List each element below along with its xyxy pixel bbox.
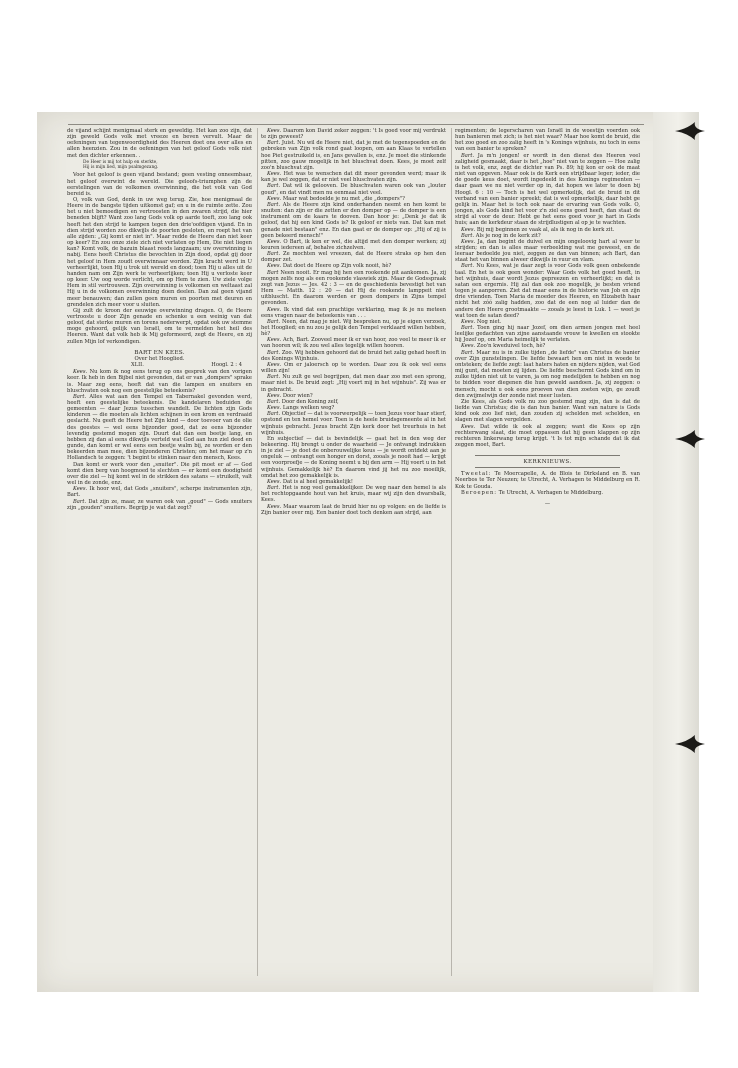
- dialogue-text: regimenten; de legerscharen van Israël in de woestijn voerden ook hun banieren met zich; is het niet waar? Maar hoe komt de bruid, die het zoo goed en zoo zalig heeft in 's Konings wijnhuis, nu toch in eens van een banier te spreken?: [455, 128, 640, 153]
- dialogue-text: Het was te wenschen dat dit meer gevonden werd; maar ik kan je wel zeggen, dat er niet veel bluschvaten zijn.: [261, 171, 446, 184]
- speaker: Bart.: [267, 251, 281, 258]
- news-label: Beroepen:: [461, 489, 498, 496]
- dialogue-line: [455, 239, 640, 264]
- dialogue-text: Ik hoor wel, dat Gods „snuiters", scherpe instrumenten zijn, Bart.: [67, 486, 252, 499]
- dialogue-text: Ja, dan begint de duivel en mijn ongeloovig hart al weer te strijden; en dan is alles maar verbeelding wat me geweest, en de leeraar bedoelde jou niet, zeggen ze dan van binnen; ach Bart, dan staat het van binnen alweer dikwijls in vuur en vlam.: [455, 238, 640, 264]
- dialogue-line: [455, 128, 640, 153]
- dialogue-line: [261, 374, 446, 392]
- dialogue-text: Nog niet.: [476, 318, 502, 325]
- speaker: Kees.: [267, 238, 282, 245]
- dialogue-text: Alles wat aan den Tempel en Tabernakel gevonden werd, heeft een geestelijke beteekenis. De kandelaren beduiden de gemeenten — daar Jezus tusschen wandelt. De lichten zijn Gods kinderen — die moeten als lichten schijnen in een krom en verdraaid geslacht. Nu geeft de Heere het Zijn kind — door toevoer van de olie des geestes — wel eens bijzonder goed, dat ze eens bijzonder levendig gestemd mogen zijn. Duurt dat dan een beetje lang, en hebben zij dan al eens dikwijls verteld wat God aan hun ziel deed en gunde, dan komt er wel eens een beetje walm bij, ze worden er den bekeerden man mee, dien bijzonderen Christen; om het maar op z'n Hollandsch te zeggen: 't begint te stinken naar den mensch, Kees.: [67, 393, 252, 462]
- dialogue-line: [261, 140, 446, 171]
- dialogue-line: [67, 462, 252, 487]
- dialogue-line: [261, 128, 446, 140]
- dialogue-text: Het is nog veel gemakkelijker. De weg naar den hemel is als het rechtopgaande hout van het kruis, maar wij zijn den dwarsbalk, Kees.: [261, 485, 446, 504]
- dialogue-text: Daarom kon David zeker zeggen: 't Is goed voor mij verdrukt te zijn geweest?: [261, 128, 446, 141]
- news-text: Te Moercapelle, A. de Blois te Dirksland en B. van Neerbos te Ter Neuzen; te Utrecht, A. Verhagen te Middelburg en R. Kok te Gouda.: [455, 471, 640, 490]
- speaker: Kees.: [461, 423, 476, 430]
- column-divider: [451, 128, 452, 976]
- dialogue-line: [261, 202, 446, 239]
- dialogue-line: [261, 504, 446, 516]
- dialogue-line: [261, 319, 446, 337]
- binding-clip-icon: [675, 735, 705, 753]
- speaker: Kees.: [267, 128, 282, 134]
- dialogue-text: Nu Kees, wat je daar zegt is voor Gods volk geen onbekende taal. En het is ook geen wonder: Waar Gods volk het goed heeft, in het wijnhuis, daar wordt Jezus gepreezen en verheerlijkt; en dat is satan een ergernis. Hij zal dan ook zoo mogelijk, je besten vriend tegen je aanporren. Ziet dat maar eens in de historie van Job en zijn drie vrienden. Toen Maria de moeder des Heeren, en Elizabeth haar nicht het zóó zalig hadden, zoo dat de een nog al luider dan de andere den Heere grootmaakte — zooals je leest in Luk. 1 — weet je wat toen de satan deed?: [455, 263, 640, 319]
- header-rule: [68, 124, 644, 125]
- speaker: Bart.: [267, 140, 281, 147]
- speaker: Bart.: [461, 349, 475, 356]
- dialogue-line: [67, 499, 252, 511]
- dialogue-text: Objectief — dat is voorwerpelijk — toen Jezus voor haar stierf, opstond en ten hemel voer. Toen is de heele bruidsgemeente al in het wijnhuis gebracht. Jezus bracht Zijn kerk door het treurhuis in het wijnhuis.: [261, 411, 446, 436]
- dialogue-text: Dan komt er werk voor den „snuiter". Die pit moet er af — God komt dien berg van hoogmoed te slechten — er komt een doodigheid over die ziel — hij komt wel in de strikken des satans — struikelt, valt wel in de zonde, enz.: [67, 461, 252, 487]
- paragraph: Voor het geloof is geen vijand bestand; geen vesting onneembaar, het geloof overwint de wereld. Die geloofs-triumphen zijn de eerstelingen van de volkomen overwinning, die het volk van God bereid is.: [67, 172, 252, 197]
- dialogue-text: Maar nu is in zulke tijden „de liefde" van Christus de banier over Zijn gunstelingen. De liefde bewaart hen om niet in woede te ontsteken; de liefde zegt: laat haters haten en nijders nijden, wat God mij gunt, dat moeten zij lijden. De liefde beschermt Gods kind om in zulke tijden niet uit te varen, ja om nog medelijden te hebben en nog te bidden voor diegenen die hun geweld aandoen. Ja, zij zeggen: o mensch, mocht u ook eens proeven van dien zoeten wijn, ge zoudt den zwijmelwijn der zonde niet meer lusten.: [455, 349, 640, 399]
- dialogue-text: Ach, Bart. Zooveel meer ik er van hoor, zoo veel te meer ik er van hooren wil; ik zou wel alles tegelijk willen hooren.: [261, 337, 446, 350]
- dialogue-text: Neen nooit. Er mag bij hen een rookende pit aankomen. Ja, zij mogen zelfs nog als een rookende vlaswiek zijn. Maar de Godsspraak zegt van Jezus — Jes. 42 : 3 — en de geschiedenis bevestigt het van Hem — Matth. 12 : 20 — dat Hij de rookende lamppeit niet uitbluscht. En daarom werden er geen dompers in Zijns tempel gevonden.: [261, 269, 446, 307]
- speaker: Bart: [267, 269, 279, 276]
- dialogue-line: [261, 350, 446, 362]
- paragraph: de vijand schijnt menigmaal sterk en geweldig. Het kan zoo zijn, dat zijn geweld Gods volk met vreeze en beven vervult. Maar de oefeningen van tegenwoordigheid des Heeren doet ons over alles en allen heenzien. Zou in de oefeningen van het geloof Gods volk niet met den dichter erkennen. .: [67, 128, 252, 159]
- news-text: Te Utrecht, A. Verhagen te Middelburg.: [498, 489, 604, 496]
- dialogue-text: Door wien?: [282, 392, 313, 399]
- dialogue-text: Toen ging hij naar Jozef, om dien armen jongen met heel leelijke gedachten van zijne aanstaande vrouw te kwellen en stookte hij Jozef op, om Maria heimelijk te verlaten.: [455, 325, 640, 344]
- speaker: Bart.: [461, 325, 475, 331]
- news-heading: KERKNIEUWS.: [523, 459, 572, 466]
- dialogue-text: Als de Heere zijn kind onderhanden neemt en hen komt te snuiten: dan zijn er die zetten er den domper op — de domper is een instrument om de kaars te dooven. Dan hoor je: „Denk je dat ik geloof, dat hij een kind Gods is? Ik geloof er niets van. Dat kan met genade niet bestaan" enz. En dan gaat er de domper op: „Hij of zij is geen bekeerd mensch!": [261, 201, 446, 239]
- dialogue-line: [261, 411, 446, 436]
- section-subtitle: Over het Hooglied.: [134, 355, 185, 362]
- speaker: Bart.: [73, 393, 87, 400]
- speaker: Kees.: [267, 171, 282, 178]
- speaker: Bart.: [267, 349, 281, 356]
- paragraph: O, volk van God, denk in uw weg terug. Zie, hoe menigmaal de Heere in de bangste tijden uitkomst gaf; en u in de ruimte zette. Zou het u niet bemoedigen en vertroosten in den zwaren strijd, die hier beneden blijft? Want zoo lang Gods volk op aarde toeft, zoo lang ook heeft het den strijd te kampen tegen den drie'oofdigen vijand. En in dien strijd worden zoo dikwijls de poorten gesloten, en roept het van alle zijden: „Gij komt er niet in". Maar redde de Heere dan niet keer op keer? En zou onze ziele zich niet verlaten op Hem, Die niet liegen kan? Komt volk, de bazuin blaast reeds langzaam; uw overwinning is nabij. Eens heeft Christus die bevochten in Zijn dood, opdat gij door het geloof in Hem zoudt overwinnaar worden. Zijn kracht werd in U verheerlijkt, toen Hij u trok uit wereld en dood; toen Hij u alles uit de handen nam om Zijn werk te verheerlijken; toen Hij u verloste keer op keer. Uw oog worde verlicht, om op Hem te zien. Uw ziele volge Hem in stil vertrouwen. Zijn overwinning is volkomen en weltaast zal Hij u in de volkomen overwinning doen deelen. Dan zal geen vijand meer benauwen; dan zullen geen muren en poorten met deuren en grendelen zich meer voor u sluiten.: [67, 197, 252, 308]
- news-item: [455, 471, 640, 489]
- news-rule: [475, 455, 620, 456]
- speaker: Kees.: [267, 361, 282, 368]
- dialogue-line: [261, 362, 446, 374]
- dialogue-text: Ja m'n jongen! er wordt in den dienst des Heeren veel zaligheid gesmaakt, daar is het „hoe" niet van te zeggen — Hoe zalig is het volk, enz, zegt de dichter van Ps. 89; hij kon er ook de maat niet van opgeven. Maar ook is de Kerk een strijdbaar leger; ieder, die de goede keus doet, wordt ingedeeld in des Konings regimenten — daar gaan we nu niet verder op in, dat hopen we later te doen bij Hoogl. 6 : 10 — Toch is het wel opmerkelijk, dat de bruid in dit verband van een banier spreekt; dat is wel opmerkelijk, daar hebt ge gelijk in. Maar het is toch ook naar de ervaring van Gods volk. O, jongen, als Gods kind het voor z'n ziel eens goed heeft, dan staat de strijd al voor de deur. Hebt ge het eens goed voor je hart in Gods huis; aan de kerkdeur staan de strijdlustigen al op je te wachten.: [455, 152, 640, 227]
- dialogue-text: Om er jaloersch op te worden. Daar zou ik ook wel eens willen zijn!: [261, 361, 446, 375]
- binding-clips: [673, 120, 707, 920]
- dialogue-line: [67, 394, 252, 462]
- dialogue-line: [261, 239, 446, 251]
- dialogue-text: En subjectief — dat is bevindelijk — gaat het in den weg der bekeering. Hij brengt u onder de waarheid — Je ontvangt indrukken in je ziel — je doet de onberouwelijke keus — je wordt ontdekt aan je ongeluk — ontvangt een honger en dorst, zooals je nooit had — krijgt een voorproefje — de Koning neemt u bij den arm — Hij voert u in het wijnhuis. Gemakkelijk hè? En daarom vind jij het nu zoo moeilijk, omdat het zoo gemakkelijk is.: [261, 435, 446, 479]
- dialogue-text: Maar wat bedoelde je nu met „die „dompers"?: [282, 195, 405, 202]
- verse-line: De Heer is mij tot hulp en sterkte,: [83, 159, 158, 165]
- speaker: Kees.: [267, 306, 282, 313]
- speaker: Bart.: [267, 374, 281, 381]
- dialogue-text: Maar waarom laat de bruid hier nu op volgen: en de liefde is Zijn banier over mij. Een banier doet toch denken aan strijd, aan: [261, 503, 446, 516]
- dialogue-text: Nu kom ik nog eens terug op ons gesprek van den vorigen keer. Ik heb in den Bijbel niet gevonden, dat er van „dompers" sprake is. Maar zeg eens, heeft dat van die lampen en snuiters en bluschvaten ook nog een geestelijke beteekenis?: [67, 369, 252, 394]
- dialogue-text: O Bart, ik ken er wel, die altijd met den domper werken; zij keuren iedereen af, behalve zichzelven.: [261, 238, 446, 251]
- dialogue-text: Zoo. Wij hebben gehoord dat de bruid het zalig gehad heeft in des Konings Wijnhuis.: [261, 349, 446, 362]
- dialogue-line: [455, 399, 640, 424]
- dialogue-line: [261, 337, 446, 349]
- section-reference: [67, 362, 252, 368]
- verse-quote: [67, 160, 252, 171]
- dialogue-line: [455, 263, 640, 318]
- dialogue-line: [261, 485, 446, 503]
- closing-dash: —: [544, 500, 551, 507]
- speaker: Bart.: [73, 498, 87, 505]
- speaker: Kees.: [461, 343, 476, 350]
- speaker: Bart.: [461, 152, 475, 159]
- dialogue-text: Dat zijn ze, maar, ze waren ook van „goud" — Gods snuiters zijn „gouden" snuiters. Begrijp je wat dat zegt?: [67, 498, 252, 511]
- binding-clip-icon: [675, 122, 705, 140]
- speaker: Kees.: [267, 405, 282, 412]
- dialogue-text: Ik vind dat een prachtige verklaring, mag ik je nu meteen eens vragen naar de beteekenis van . . .: [261, 306, 446, 319]
- section-title: BART EN KEES.: [134, 349, 185, 356]
- dialogue-text: Dat wil ik gelooven. De bluschvaten waren ook van „louter goud", en dat vindt men nu eenmaal niet veel.: [261, 183, 446, 196]
- dialogue-line: [261, 183, 446, 195]
- speaker: Kees.: [461, 318, 476, 325]
- speaker: Bart.: [461, 232, 475, 239]
- dialogue-line: [261, 307, 446, 319]
- dialogue-text: Juist. Nu wil de Heere niet, dat je met de tegenspoeden en de gebreken van Zijn volk rond gaat loopen, om aan Klaas te vertellen hoe Piet gestruikeld is, en Jans gevallen is, enz. Je moet die stinkende pitten, zoo gauw mogelijk in het bluschvat doen. Kees, je moet zelf zoo'n bluschvat zijn.: [261, 140, 446, 171]
- dialogue-line: [261, 436, 446, 479]
- dialogue-text: Zie Kees, als Gods volk nu zoo gestemd mag zijn, dan is dat de liefde van Christus; die is dan hun banier. Want van nature is Gods kind ook zoo lief niet, dan zouden zij schelden met schelden, en slagen met slagen vergelden.: [455, 398, 640, 424]
- speaker: Kees.: [267, 503, 282, 510]
- dialogue-line: [261, 251, 446, 263]
- speaker: Bart.: [267, 183, 281, 190]
- dialogue-line: [261, 171, 446, 183]
- speaker: Bart.: [267, 318, 281, 325]
- dialogue-line: [455, 424, 640, 449]
- speaker: Kees.: [461, 238, 476, 245]
- speaker: Kees.: [267, 337, 282, 344]
- verse-line: Hij is mijn lied, mijn psalmgezang.: [83, 165, 159, 171]
- speaker: Bart.: [267, 485, 281, 492]
- column-3: [455, 128, 640, 976]
- speaker: Kees.: [267, 478, 282, 485]
- dialogue-line: [67, 486, 252, 498]
- speaker: Bart.: [461, 263, 475, 270]
- dialogue-text: Bij mij beginnen ze vaak al, als ik nog in de kerk zit.: [476, 226, 615, 233]
- speaker: Bart.: [267, 201, 281, 208]
- dialogue-text: Door den Koning zelf,: [281, 398, 339, 405]
- dialogue-text: Neen, dat mag je niet. Wij bespreken nu, op je eigen verzoek, het Hooglied; en nu zou je gelijk den Tempel verklaard willen hebben, hè?: [261, 318, 446, 338]
- dialogue-text: Zoo'n kweduivel toch, hè?: [476, 343, 546, 350]
- speaker: Bart.: [267, 411, 281, 418]
- column-2: [261, 128, 446, 976]
- dialogue-text: Nu zult ge wel begrijpen, dat men daar zoo met een sprong, maar niet is. De bruid zegt: „Hij voert mij in het wijnhuis". Zij was er in gebracht.: [261, 374, 446, 393]
- dialogue-line: [261, 270, 446, 307]
- speaker: Bart.: [267, 398, 281, 405]
- dialogue-line: [455, 325, 640, 343]
- news-item: [455, 490, 640, 496]
- dialogue-line: [455, 153, 640, 227]
- speaker: Kees.: [267, 392, 282, 399]
- speaker: Kees.: [267, 195, 282, 202]
- speaker: Kees.: [73, 369, 88, 376]
- speaker: Kees.: [267, 263, 282, 270]
- scripture-reference: Hoogl. 2 : 4: [211, 362, 242, 369]
- dialogue-text: Dat doet de Heere op Zijn volk nooit, hè?: [282, 263, 392, 270]
- speaker: Kees.: [73, 486, 88, 493]
- dialogue-text: Als je nog in de kerk zit?: [475, 232, 541, 239]
- dialogue-text: Ze mochten wel vreezen, dat de Heere straks op hen den domper zet.: [261, 251, 446, 264]
- dialogue-line: [455, 350, 640, 399]
- news-label: Tweetal:: [461, 471, 492, 478]
- news-rule: [475, 467, 620, 468]
- binding-clip-icon: [675, 430, 705, 448]
- paragraph: Gij zult de kroon der eeuwige overwinning dragen. O, de Heere vertrooste u door Zijn genade en schenke u een weinig van dat geloof, dat sterke muren en torens nederwerpt, opdat ook uw stemme moge gehoord, gelijk van Israël, om te vermelden het heil des Heeren. Want dat volk heb ik Mij geformeerd, zegt de Heere, en zij zullen Mijn lof verkondigen.: [67, 307, 252, 345]
- dialogue-line: [67, 369, 252, 394]
- dialogue-text: Langs welken weg?: [282, 405, 335, 412]
- dialogue-text: Dat is al heel gemakkelijk!: [282, 478, 353, 485]
- speaker: Kees.: [461, 226, 476, 233]
- dialogue-text: Dat wilde ik ook al zeggen; want die Kees op zijn rechterwang slaat, die moet oppassen dat hij geen klappen op zijn rechteren linkerwang terug krijgt. 't Is tot mijn schande dat ik dat zeggen moet, Bart.: [455, 423, 640, 448]
- column-1: [67, 128, 252, 976]
- section-part: XLII.: [131, 362, 144, 369]
- column-divider: [257, 128, 258, 976]
